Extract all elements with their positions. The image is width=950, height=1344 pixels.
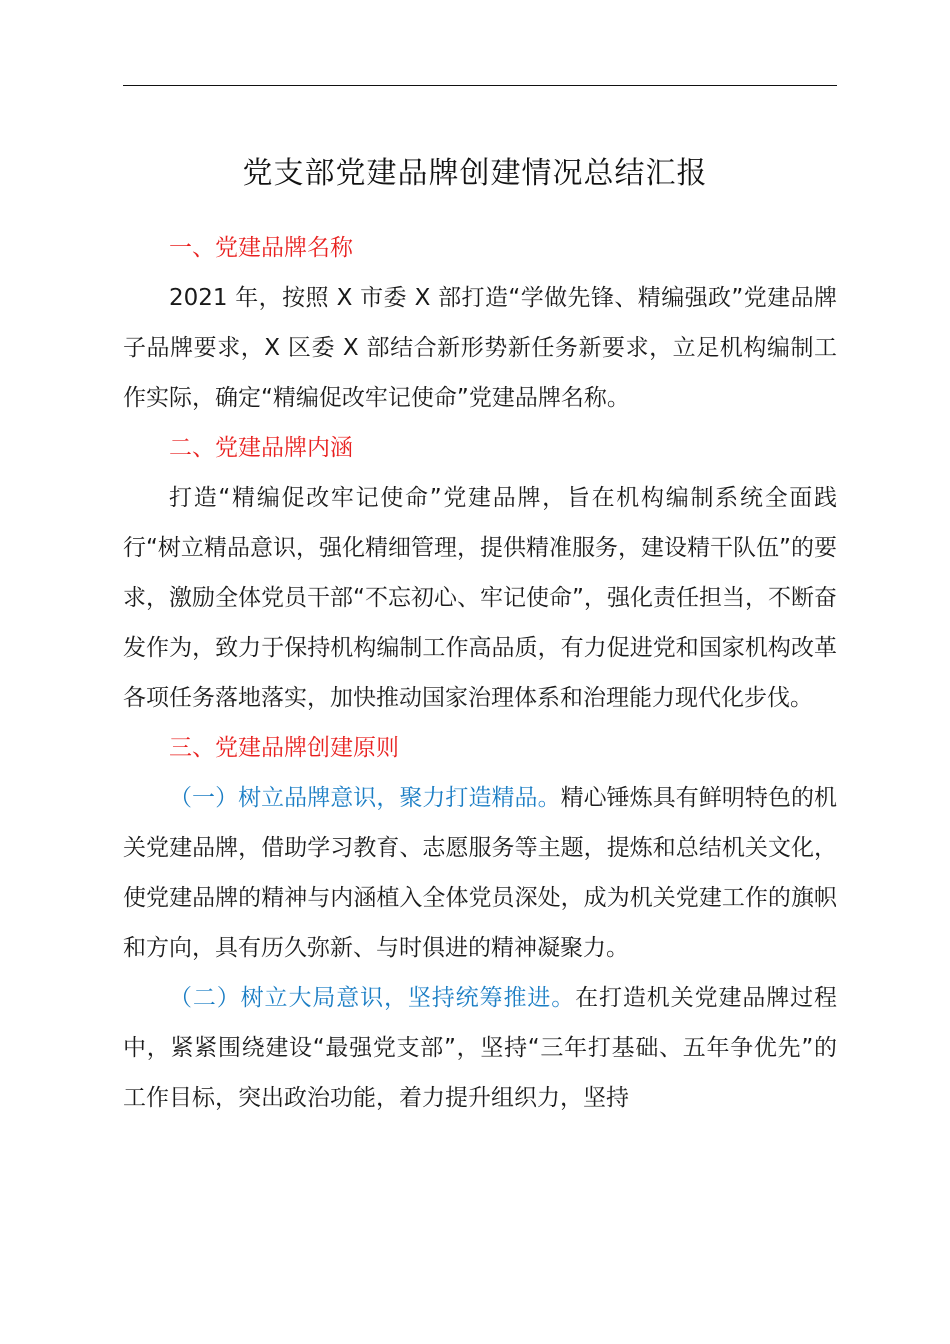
section-heading-3: 三、党建品牌创建原则 xyxy=(169,735,399,761)
section-2-paragraph: 打造“精编促改牢记使命”党建品牌，旨在机构编制系统全面践行“树立精品意识，强化精细管理，提供精准服务，建设精干队伍”的要求，激励全体党员干部“不忘初心、牢记使命”，强化责任担当，不断奋发作为，致力于保持机构编制工作高品质，有力促进党和国家机构改革各项任务落地落实，加快推动国家治理体系和治理能力现代化步伐。 xyxy=(123,485,837,711)
subsection-1-text: 精心锤炼具有鲜明特色的机关党建品牌，借助学习教育、志愿服务等主题，提炼和总结机关文化，使党建品牌的精神与内涵植入全体党员深处，成为机关党建工作的旗帜和方向，具有历久弥新、与时俱进的精神凝聚力。 xyxy=(123,785,838,961)
section-heading-1: 一、党建品牌名称 xyxy=(169,235,353,261)
subsection-1-lead: （一）树立品牌意识，聚力打造精品。 xyxy=(169,785,561,811)
header-rule xyxy=(123,85,837,86)
section-1-paragraph: 2021 年，按照 X 市委 X 部打造“学做先锋、精编强政”党建品牌子品牌要求，X 区委 X 部结合新形势新任务新要求，立足机构编制工作实际，确定“精编促改牢记使命”党建品牌名称。 xyxy=(123,285,837,411)
subsection-2-text: 在打造机关党建品牌过程中，紧紧围绕建设“最强党支部”，坚持“三年打基础、五年争优先”的工作目标，突出政治功能，着力提升组织力，坚持 xyxy=(123,985,838,1111)
section-heading-2: 二、党建品牌内涵 xyxy=(169,435,353,461)
document-title: 党支部党建品牌创建情况总结汇报 xyxy=(242,156,708,191)
subsection-2-paragraph xyxy=(123,973,837,1123)
subsection-1-paragraph xyxy=(123,773,837,973)
document-body xyxy=(123,223,837,1123)
subsection-2-lead: （二）树立大局意识，坚持统筹推进。 xyxy=(169,985,576,1011)
